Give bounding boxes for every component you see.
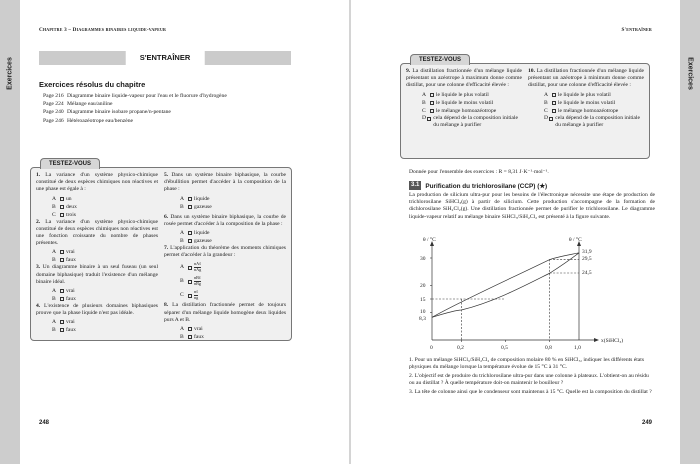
option[interactable]: B faux [52,257,76,264]
question-2: 2. La variance d'un système physico-chimique constitué de deux espèces chimiques non réactives est une fonction croissante du nombre de phases présentes. [36,218,158,247]
liquid-vapour-diagram [419,236,639,356]
question-10: 10. La distillation fractionnée d'un mélange liquide présentant un azéotrope à minimum donne comme distillat, pour une colonne d'efficacité élevée : [528,68,644,89]
option[interactable]: C $\frac{\text{nℓ}}{ng}$ [180,289,199,300]
question-9: 9. La distillation fractionnée d'un mélange liquide présentant un azéotrope à maximum donne comme distillat, pour une colonne d'efficacité élevée : [406,68,522,89]
section-title: S'ENTRAÎNER [126,51,205,65]
option[interactable]: A vrai [52,249,75,256]
page-number: 249 [641,420,652,426]
checkbox[interactable] [552,109,556,113]
list-item: Page 240 Diagramme binaire isobare propane/n-pentane [43,109,171,116]
svg-text:1,0: 1,0 [574,345,581,351]
question-4: 4. L'existence de plusieurs domaines biphasiques prouve que la phase liquide n'est pas idéale. [36,303,158,317]
svg-text:0,2: 0,2 [457,345,464,351]
checkbox[interactable] [188,231,192,235]
testez-vous-tab: TESTEZ-VOUS [410,54,470,65]
checkbox[interactable] [60,328,64,332]
option[interactable]: D cela dépend de la composition initiale du mélange à purifier [544,114,640,128]
option[interactable]: B faux [180,334,204,341]
option[interactable]: A le liquide le plus volatil [544,91,611,98]
testez-vous-tab: TESTEZ-VOUS [40,158,100,169]
option[interactable]: C trois [52,211,76,218]
checkbox[interactable] [188,205,192,209]
question-7: 7. L'application du théorème des moments chimiques permet d'accéder à la grandeur : [164,245,286,259]
option[interactable]: C le mélange homoazéotrope [544,107,619,114]
option[interactable]: A liquide [180,195,210,202]
question-5: 5. Dans un système binaire biphasique, la courbe d'ébullition permet d'accéder à la composition de la phase : [164,172,286,193]
exercise-title: Purification du trichlorosilane (CCP) (★) [425,182,548,190]
svg-text:0: 0 [430,345,433,351]
option[interactable]: A le liquide le plus volatil [422,91,489,98]
x-axis-label: x(SiHCl₃) [601,338,624,344]
option[interactable]: A vrai [180,326,203,333]
exercise-question-1: 1. Pour un mélange SiHCl₃/SiH₂Cl₂ de composition molaire 80 % en SiHCl₃, indiquer les différents états physiques du mélange lorsque la température évolue de 15 °C à 31 °C. [409,357,644,371]
solved-exercises-list [43,92,227,125]
y-axis-label-right: θ / °C [569,237,582,243]
checkbox[interactable] [60,250,64,254]
checkbox[interactable] [430,93,434,97]
quiz-column-left [406,68,522,129]
right-page [351,0,680,464]
constants-note: Donnée pour l'ensemble des exercices : R = 8,31 J·K⁻¹·mol⁻¹. [409,169,549,175]
list-item: Page 216 Diagramme binaire liquide-vapeur pour l'eau et le fluorure d'hydrogène [43,93,227,99]
checkbox[interactable] [60,205,64,209]
checkbox[interactable] [188,280,192,284]
option[interactable]: C le mélange homoazéotrope [422,107,497,114]
fraction: $\frac{\text{nBℓ}}{\text{nBg}}$ [194,275,201,286]
option[interactable]: A liquide [180,230,210,237]
exercise-statement: La production de silicium ultra-pur pour les besoins de l'électronique nécessite une étape de production de trichlorosilane SiHCl₃(g) à partir de silicium. Cette production s'accompagne de la formation de dichlorosilane SiH₂Cl₂(g). Une distillation fractionnée permet de purifier le trichlorosilane. Le diagramme liquide-vapeur relatif au mélange binaire SiHCl₃/SiH₂Cl₂ est présenté à la figure suivante. [409,192,655,220]
option[interactable]: B deux [52,203,77,210]
option[interactable]: A vrai [52,288,75,295]
checkbox[interactable] [60,289,64,293]
fraction: $\frac{\text{nAℓ}}{\text{nAg}}$ [194,261,202,272]
svg-text:10: 10 [420,309,426,315]
option[interactable]: B faux [52,296,76,303]
svg-text:8,3: 8,3 [419,316,426,322]
checkbox[interactable] [549,117,553,121]
checkbox[interactable] [60,213,64,217]
option[interactable]: B $\frac{\text{nBℓ}}{\text{nBg}}$ [180,275,201,286]
checkbox[interactable] [188,335,192,339]
svg-text:20: 20 [420,283,426,289]
checkbox[interactable] [552,93,556,97]
checkbox[interactable] [552,101,556,105]
option[interactable]: D cela dépend de la composition initiale du mélange à purifier [422,114,518,128]
checkbox[interactable] [60,320,64,324]
exercise-number-badge: 3.1 [411,182,420,188]
svg-text:0,8: 0,8 [545,345,552,351]
checkbox[interactable] [60,297,64,301]
checkbox[interactable] [188,266,192,270]
checkbox[interactable] [188,294,192,298]
left-page [20,0,349,464]
quiz-column-right [164,172,286,341]
list-item: Page 246 Hétéroazéotrope eau/benzène [43,117,133,124]
page-number: 248 [39,420,50,426]
svg-text:24,5: 24,5 [582,270,592,276]
checkbox[interactable] [60,197,64,201]
question-8: 8. La distillation fractionnée permet de toujours séparer d'un mélange liquide homogène deux liquides purs A et B. [164,302,286,323]
fraction: $\frac{\text{nℓ}}{ng}$ [194,289,199,300]
solved-exercises-title: Exercices résolus du chapitre [39,80,146,89]
option[interactable]: A vrai [52,319,75,326]
svg-text:29,5: 29,5 [582,256,592,262]
checkbox[interactable] [427,117,431,121]
option[interactable]: A un [52,195,72,202]
question-1: 1. La variance d'un système physico-chimique constitué de deux espèces chimiques non réactives et une phase est égale à : [36,172,158,193]
option[interactable]: B faux [52,327,76,334]
checkbox[interactable] [60,258,64,262]
svg-text:30: 30 [420,256,426,262]
question-3: 3. Un diagramme binaire à un seul fuseau (un seul domaine biphasique) traduit l'existence d'un mélange binaire idéal. [36,264,158,285]
side-tab-label: Exercices [6,57,14,90]
checkbox[interactable] [430,101,434,105]
testez-vous-box [400,57,650,159]
side-tab-left [0,0,20,464]
option[interactable]: B le liquide le moins volatil [422,99,494,106]
svg-text:31,9: 31,9 [582,249,592,255]
list-item: Page 224 Mélange eau/aniline [43,101,113,108]
running-head: Chapitre 3 – Diagrammes binaires liquide-vapeur [39,27,167,33]
quiz-column-right [528,68,644,129]
svg-text:0,5: 0,5 [501,345,508,351]
y-axis-label-left: θ / °C [423,237,436,243]
svg-text:15: 15 [420,297,426,303]
option[interactable]: B gazeuse [180,203,212,210]
question-6: 6. Dans un système binaire biphasique, la courbe de rosée permet d'accéder à la composition de la phase : [164,213,286,227]
running-head: S'entraîner [621,27,652,33]
checkbox[interactable] [188,197,192,201]
checkbox[interactable] [430,109,434,113]
side-tab-label: Exercices [686,57,694,90]
checkbox[interactable] [188,327,192,331]
exercise-heading [409,181,547,190]
option[interactable]: B le liquide le moins volatil [544,99,616,106]
side-tab-right [680,0,700,464]
exercise-questions [409,357,655,397]
option[interactable]: B gazeuse [180,238,212,245]
option[interactable]: A $\frac{\text{nAℓ}}{\text{nAg}}$ [180,261,202,272]
quiz-column-left [36,172,158,341]
exercise-question-2: 2. L'objectif est de produire du trichlorosilane ultra-pur dans une colonne à plateaux. L'obtient-on au résidu ou au distillat ? À quelle température doit-on maintenir le bouilleur ? [409,372,649,387]
section-banner [39,51,291,65]
checkbox[interactable] [188,239,192,243]
testez-vous-box [30,161,292,341]
exercise-question-3: 3. La tête de colonne ainsi que le condenseur sont maintenus à 15 °C. Quelle est la composition du distillat ? [409,388,652,395]
